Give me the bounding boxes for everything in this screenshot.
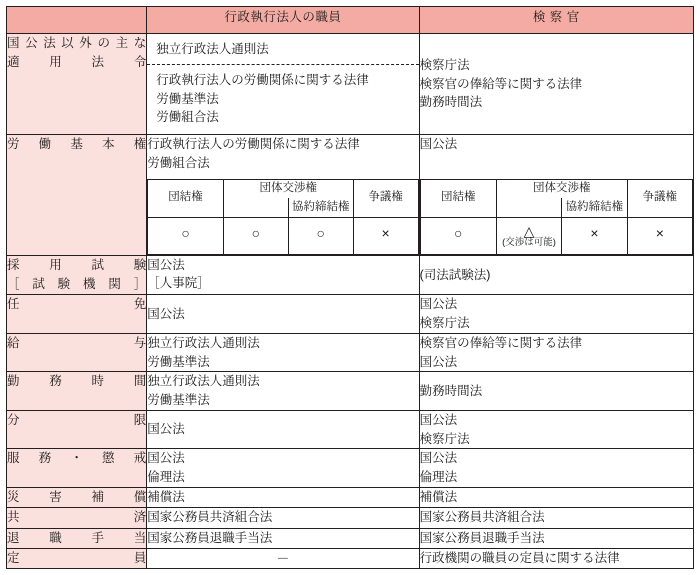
header-corner-cell bbox=[7, 7, 147, 34]
row-label-line-2: 適 用 法 令 bbox=[7, 55, 147, 70]
row-label-accident-compensation: 災 害 補 償 bbox=[7, 487, 147, 507]
table-row-appointment bbox=[7, 295, 694, 334]
rights-value-bargain-prosecutor bbox=[496, 217, 561, 254]
rights-value-row-agency bbox=[148, 217, 418, 254]
row-label-mutual-aid: 共 済 bbox=[7, 508, 147, 528]
row-label-working-hours: 勤 務 時 間 bbox=[7, 372, 147, 411]
comparison-table bbox=[6, 6, 694, 569]
labor-rights-agency-laws: 行政執行法人の労働関係に関する法律 労働組合法 bbox=[147, 137, 360, 170]
row-label-discipline: 服 務 ・ 懲 戒 bbox=[7, 449, 147, 488]
cell-appointment-prosecutor: 国公法 検察庁法 bbox=[419, 295, 693, 334]
cell-accident-compensation-agency: 補償法 bbox=[147, 487, 419, 507]
labor-rights-grid-prosecutor bbox=[420, 179, 693, 255]
row-label-appointment: 任 免 bbox=[7, 295, 147, 334]
cell-salary-agency: 独立行政法人通則法 労働基準法 bbox=[147, 333, 419, 372]
table-row-discipline bbox=[7, 449, 694, 488]
table-row-recruitment-exam bbox=[7, 255, 694, 295]
rights-header-row-top-prosecutor bbox=[420, 179, 692, 198]
rights-header-row-top bbox=[148, 179, 418, 198]
cell-working-hours-agency: 独立行政法人通則法 労働基準法 bbox=[147, 372, 419, 411]
cell-applicable-laws-agency bbox=[147, 34, 419, 135]
cell-recruitment-exam-agency: 国公法 ［人事院］ bbox=[147, 255, 419, 295]
rights-header-bargain-blank-prosecutor bbox=[496, 198, 561, 217]
cell-status-change-agency: 国公法 bbox=[147, 410, 419, 449]
labor-rights-prosecutor-laws: 国公法 bbox=[419, 137, 458, 151]
cell-applicable-laws-agency-top: 独立行政法人通則法 bbox=[147, 34, 418, 65]
cell-discipline-prosecutor: 国公法 倫理法 bbox=[419, 449, 693, 488]
rights-header-dispute-agency: 争議権 bbox=[353, 179, 418, 217]
header-col-agency-staff: 行政執行法人の職員 bbox=[147, 7, 419, 34]
table-row-salary bbox=[7, 333, 694, 372]
rights-header-union-agency: 団結権 bbox=[148, 179, 224, 217]
row-label-line-1: 国公法以外の主な bbox=[7, 36, 147, 50]
rights-header-agreement-prosecutor: 協約締結権 bbox=[562, 198, 627, 217]
rights-header-union-prosecutor: 団結権 bbox=[420, 179, 496, 217]
cell-applicable-laws-agency-bottom: 行政執行法人の労働関係に関する法律 労働基準法 労働組合法 bbox=[156, 72, 369, 125]
cell-mutual-aid-agency: 国家公務員共済組合法 bbox=[147, 508, 419, 528]
row-label-status-change: 分 限 bbox=[7, 410, 147, 449]
cell-labor-rights-prosecutor bbox=[419, 135, 693, 256]
cell-retirement-allowance-agency: 国家公務員退職手当法 bbox=[147, 528, 419, 548]
cell-discipline-agency: 国公法 倫理法 bbox=[147, 449, 419, 488]
rights-header-bargain-prosecutor: 団体交渉権 bbox=[496, 179, 627, 198]
rights-value-union-agency: ○ bbox=[148, 217, 224, 254]
rights-value-row-prosecutor bbox=[420, 217, 692, 254]
table-row-status-change bbox=[7, 410, 694, 449]
table-row-working-hours bbox=[7, 372, 694, 411]
table-header-row bbox=[7, 7, 694, 34]
header-col-prosecutor: 検 察 官 bbox=[419, 7, 693, 34]
table-row-retirement-allowance bbox=[7, 528, 694, 548]
cell-status-change-prosecutor: 国公法 検察庁法 bbox=[419, 410, 693, 449]
cell-staff-quota-prosecutor: 行政機関の職員の定員に関する法律 bbox=[419, 548, 693, 569]
row-label-labor-rights: 労 働 基 本 権 bbox=[7, 135, 147, 256]
row-label-applicable-laws bbox=[7, 34, 147, 135]
cell-accident-compensation-prosecutor: 補償法 bbox=[419, 487, 693, 507]
table-row-applicable-laws bbox=[7, 34, 694, 135]
row-label-salary: 給 与 bbox=[7, 333, 147, 372]
table-row-staff-quota bbox=[7, 548, 694, 569]
cell-mutual-aid-prosecutor: 国家公務員共済組合法 bbox=[419, 508, 693, 528]
rights-value-dispute-prosecutor: × bbox=[627, 217, 692, 254]
cell-appointment-agency: 国公法 bbox=[147, 295, 419, 334]
rights-value-bargain-agency: ○ bbox=[223, 217, 288, 254]
cell-recruitment-exam-prosecutor: (司法試験法) bbox=[419, 255, 693, 295]
cell-salary-prosecutor: 検察官の俸給等に関する法律 国公法 bbox=[419, 333, 693, 372]
row-label-staff-quota: 定 員 bbox=[7, 548, 147, 569]
cell-working-hours-prosecutor: 勤務時間法 bbox=[419, 372, 693, 411]
row-label-recruitment-exam: 採 用 試 験 ［ 試 験 機 関 ］ bbox=[7, 255, 147, 295]
rights-value-bargain-mark-prosecutor: △ bbox=[523, 222, 535, 239]
cell-labor-rights-agency bbox=[147, 135, 419, 256]
rights-value-union-prosecutor: ○ bbox=[420, 217, 496, 254]
cell-staff-quota-agency: － bbox=[147, 548, 419, 569]
rights-header-bargain-agency: 団体交渉権 bbox=[223, 179, 353, 198]
table-row-mutual-aid bbox=[7, 508, 694, 528]
rights-header-dispute-prosecutor: 争議権 bbox=[627, 179, 692, 217]
cell-applicable-laws-prosecutor: 検察庁法 検察官の俸給等に関する法律 勤務時間法 bbox=[419, 34, 693, 135]
table-row-labor-rights bbox=[7, 135, 694, 256]
rights-value-agreement-prosecutor: × bbox=[562, 217, 627, 254]
labor-rights-grid-agency bbox=[147, 179, 418, 255]
row-label-retirement-allowance: 退 職 手 当 bbox=[7, 528, 147, 548]
rights-header-bargain-blank-agency bbox=[223, 198, 288, 217]
table-row-accident-compensation bbox=[7, 487, 694, 507]
rights-header-agreement-agency: 協約締結権 bbox=[288, 198, 353, 217]
rights-value-agreement-agency: ○ bbox=[288, 217, 353, 254]
rights-value-dispute-agency: × bbox=[353, 217, 418, 254]
rights-value-bargain-note-prosecutor: (交渉は可能) bbox=[502, 236, 556, 248]
cell-retirement-allowance-prosecutor: 国家公務員退職手当法 bbox=[419, 528, 693, 548]
